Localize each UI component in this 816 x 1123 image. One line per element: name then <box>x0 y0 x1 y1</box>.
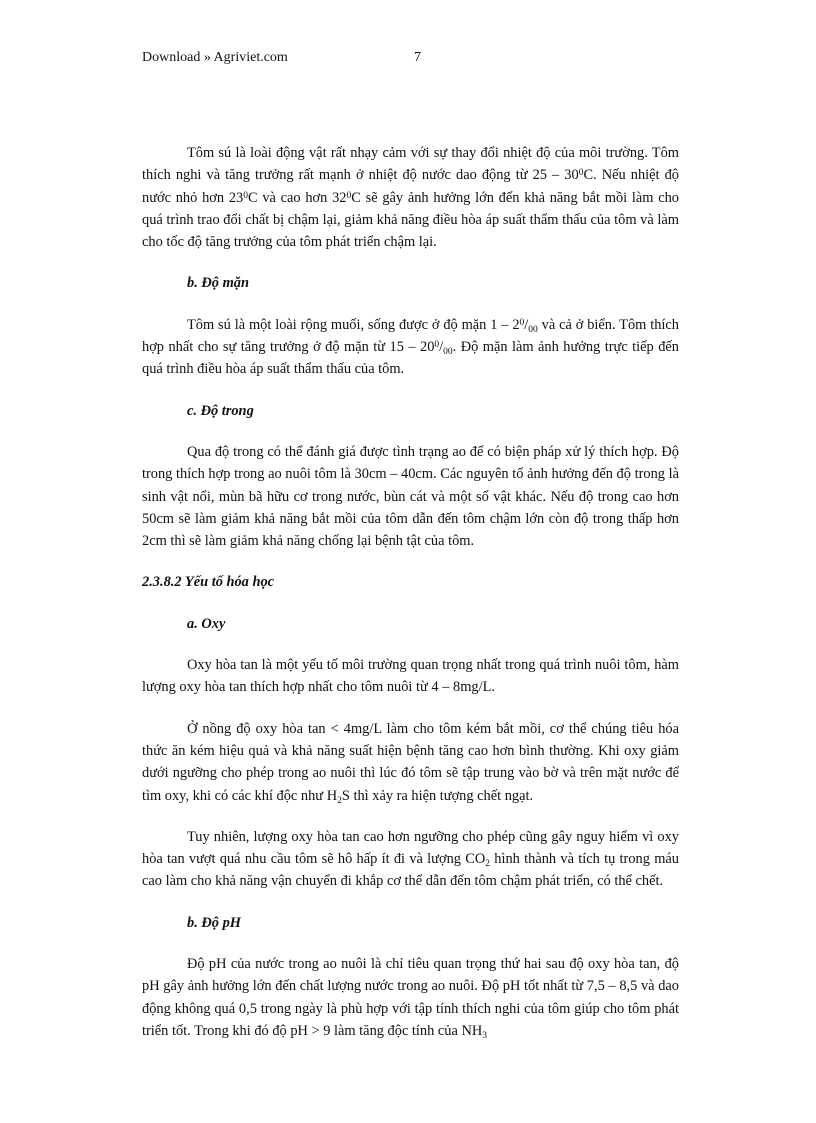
page-number: 7 <box>414 50 421 65</box>
paragraph-ph: Độ pH của nước trong ao nuôi là chỉ tiêu quan trọng thứ hai sau độ oxy hòa tan, độ pH gây ảnh hưởng lớn đến chất lượng nước trong ao nuôi. Độ pH tốt nhất từ 7,5 – 8,5 và dao động không quá 0,5 trong ngày là phù hợp với tập tính thích nghi của tôm giúp cho tôm phát triển tốt. Trong khi đó độ pH > 9 làm tăng độc tính của $NH_3$ <box>142 956 679 1041</box>
site-name: Download » Agriviet.com <box>142 50 288 65</box>
paragraph-oxygen-2: Ở nồng độ oxy hòa tan < 4mg/L làm cho tôm kém bắt mồi, cơ thể chúng tiêu hóa thức ăn kém hiệu quả và khả năng suất hiện bệnh tăng cao hơn bình thường. Khi oxy giảm dưới ngưỡng cho phép trong ao nuôi thì lúc đó tôm sẽ tập trung vào bờ và trên mặt nước để tìm oxy, khi có các khí độc như $H_2S$ thì xảy ra hiện tượng chết ngạt. <box>142 720 679 806</box>
heading-oxygen: a. Oxy <box>187 615 226 632</box>
heading-chemical-factors: 2.3.8.2 Yếu tố hóa học <box>142 574 275 591</box>
paragraph-oxygen-1: Oxy hòa tan là một yếu tố môi trường quan trọng nhất trong quá trình nuôi tôm, hàm lượng oxy hòa tan thích hợp nhất cho tôm nuôi từ 4 – 8mg/L. <box>142 657 679 696</box>
paragraph-clarity: Qua độ trong có thể đánh giá được tình trạng ao để có biện pháp xử lý thích hợp. Độ trong thích hợp trong ao nuôi tôm là 30cm – 40cm. Các nguyên tố ảnh hưởng đến độ trong là sinh vật nổi, mùn bã hữu cơ trong nước, bùn cát và một số vật khác. Nếu độ trong cao hơn 50cm sẽ làm giảm khả năng bắt mồi của tôm dẫn đến tôm chậm lớn còn độ trong thấp hơn 2cm thì sẽ làm giảm khả năng chống lại bệnh tật của tôm. <box>142 443 679 550</box>
paragraph-temperature: Tôm sú là loài động vật rất nhạy cảm với sự thay đổi nhiệt độ của môi trường. Tôm thích nghi và tăng trưởng rất mạnh ở nhiệt độ nước dao động từ $25 - 30^0C$. Nếu nhiệt độ nước nhỏ hơn $23^0C$ và cao hơn $32^0C$ sẽ gây ảnh hưởng lớn đến khả năng bắt mồi làm cho quá trình trao đổi chất bị chậm lại, giảm khả năng điều hòa áp suất thẩm thấu của tôm và làm cho tốc độ tăng trưởng của tôm phát triển chậm lại. <box>142 145 680 251</box>
paragraph-salinity: Tôm sú là một loài rộng muối, sống được ở độ mặn $1 - 2^0/_{00}$ và cả ở biển. Tôm thích hợp nhất cho sự tăng trưởng ở độ mặn từ $15 - 20^0/_{00}$. Độ mặn làm ảnh hưởng trực tiếp đến quá trình điều hòa áp suất thẩm thấu của tôm. <box>142 316 679 378</box>
paragraph-oxygen-3: Tuy nhiên, lượng oxy hòa tan cao hơn ngưỡng cho phép cũng gây nguy hiểm vì oxy hòa tan vượt quá nhu cầu tôm sẽ hô hấp ít đi và lượng $CO_2$ hình thành và tích tụ trong máu cao làm cho khả năng vận chuyển đi khắp cơ thể dẫn đến tôm chậm phát triển, có thể chết. <box>142 828 679 890</box>
heading-ph: b. Độ pH <box>187 914 241 931</box>
heading-clarity: c. Độ trong <box>187 402 254 419</box>
document-body <box>142 142 679 1061</box>
heading-salinity: b. Độ mặn <box>187 275 249 292</box>
